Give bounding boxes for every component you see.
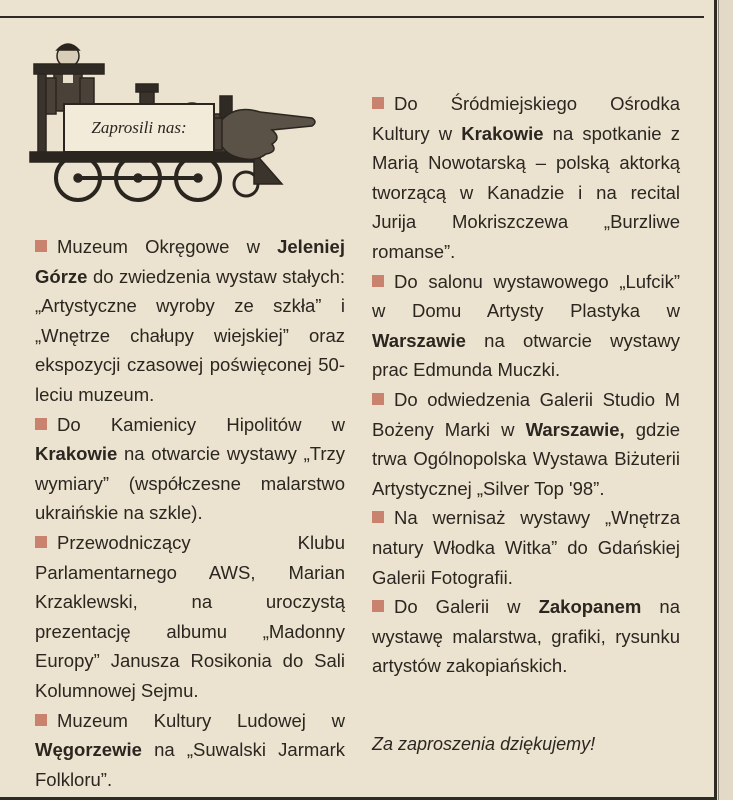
list-item: Na wernisaż wystawy „Wnętrza natury Włodka Witka” do Gdańskiej Galerii Fotografii.: [372, 507, 680, 588]
list-item: Do Kamienicy Hipolitów w Krakowie na otwarcie wystawy „Trzy wymiary” (współczesne malarstwo ukraińskie na szkle).: [35, 413, 345, 524]
bullet-square-icon: [372, 97, 384, 109]
left-column: [35, 232, 345, 794]
list-item: Do Galerii w Zakopanem na wystawę malarstwa, grafiki, rysunku artystów zakopiańskich.: [372, 596, 681, 677]
bullet-square-icon: [372, 393, 384, 405]
caption-sign: Zaprosili nas:: [91, 118, 187, 137]
right-column-rule: [714, 0, 717, 800]
bullet-square-icon: [372, 511, 384, 523]
bullet-square-icon: [372, 275, 384, 287]
right-page-edge: [718, 0, 733, 800]
list-item: Muzeum Kultury Ludowej w Węgorzewie na „Suwalski Jarmark Folkloru”.: [35, 709, 345, 790]
bullet-square-icon: [35, 714, 47, 726]
list-item: Muzeum Okręgowe w Jeleniej Górze do zwiedzenia wystaw stałych: „Artystyczne wyroby ze szkła” i „Wnętrze chałupy wiejskiej” oraz ekspozycji czasowej poświęconej 50-leciu muzeum.: [35, 236, 345, 405]
bullet-square-icon: [35, 418, 47, 430]
top-rule: [0, 0, 704, 18]
list-item: Do salonu wystawowego „Lufcik” w Domu Artysty Plastyka w Warszawie na otwarcie wystawy prac Edmunda Muczki.: [372, 270, 680, 381]
bullet-square-icon: [35, 536, 47, 548]
bullet-square-icon: [35, 240, 47, 252]
thanks-note: Za zaproszenia dziękujemy!: [372, 734, 596, 754]
list-item: Do odwiedzenia Galerii Studio M Bożeny Marki w Warszawie, gdzie trwa Ogólnopolska Wystawa Biżuterii Artystycznej „Silver Top '98”.: [372, 388, 680, 499]
right-column: [372, 89, 680, 681]
list-item: Do Śródmiejskiego Ośrodka Kultury w Krakowie na spotkanie z Marią Nowotarską – polską aktorką tworzącą w Kanadzie i na recital Jurija Mokriszczewa „Burzliwe romanse”.: [372, 93, 680, 262]
bullet-square-icon: [372, 600, 384, 612]
list-item: Przewodniczący Klubu Parlamentarnego AWS, Marian Krzaklewski, na uroczystą prezentację albumu „Madonny Europy” Janusza Rosikonia do Sali Kolumnowej Sejmu.: [35, 531, 345, 701]
